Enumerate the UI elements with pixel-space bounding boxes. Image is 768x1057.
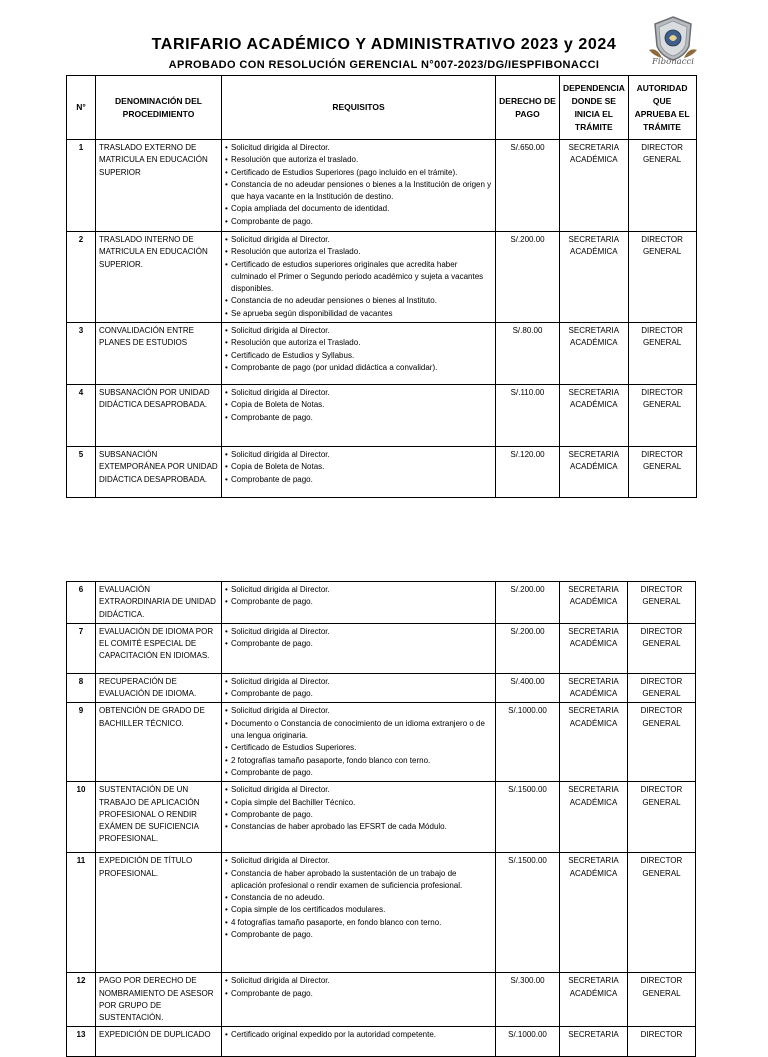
requirement-item: • Comprobante de pago. bbox=[225, 596, 492, 608]
row-number: 12 bbox=[67, 973, 96, 1027]
fee-amount: S/.110.00 bbox=[496, 385, 560, 447]
requirements-list bbox=[225, 855, 492, 941]
row-number: 13 bbox=[67, 1027, 96, 1057]
requirement-item: • Solicitud dirigida al Director. bbox=[225, 584, 492, 596]
requirement-item: • Se aprueba según disponibilidad de vacantes bbox=[225, 308, 492, 320]
dependency-office: SECRETARIA bbox=[560, 1027, 628, 1057]
tarifario-table-part-2 bbox=[66, 581, 696, 1057]
requirements-list bbox=[225, 705, 492, 779]
approving-authority: DIRECTOR GENERAL bbox=[628, 447, 696, 498]
dependency-office: SECRETARIA ACADÉMICA bbox=[560, 853, 628, 973]
requirement-item: • Solicitud dirigida al Director. bbox=[225, 784, 492, 796]
approving-authority: DIRECTOR GENERAL bbox=[628, 232, 696, 323]
requirement-item: • Solicitud dirigida al Director. bbox=[225, 449, 492, 461]
procedure-name: SUBSANACIÓN EXTEMPORÁNEA POR UNIDAD DIDÁCTICA DESAPROBADA. bbox=[96, 447, 222, 498]
dependency-office: SECRETARIA ACADÉMICA bbox=[560, 973, 628, 1027]
logo-text: Fibonacci bbox=[652, 57, 694, 67]
requirements-cell bbox=[222, 140, 496, 232]
dependency-office: SECRETARIA ACADÉMICA bbox=[560, 447, 629, 498]
fee-amount: S/.120.00 bbox=[496, 447, 560, 498]
column-header-derecho: DERECHO DE PAGO bbox=[496, 76, 560, 140]
dependency-office: SECRETARIA ACADÉMICA bbox=[560, 782, 628, 853]
approving-authority: DIRECTOR GENERAL bbox=[628, 973, 696, 1027]
table-row bbox=[67, 447, 697, 498]
tarifario-table-part-1 bbox=[66, 75, 697, 498]
fee-amount: S/.200.00 bbox=[496, 232, 560, 323]
fee-amount: S/.1000.00 bbox=[496, 1027, 560, 1057]
requirements-cell bbox=[222, 232, 496, 323]
column-header-dependencia: DEPENDENCIA DONDE SE INICIA EL TRÁMITE bbox=[560, 76, 629, 140]
approving-authority: DIRECTOR GENERAL bbox=[628, 323, 696, 385]
procedure-name: EXPEDICIÓN DE TÍTULO PROFESIONAL. bbox=[96, 853, 222, 973]
requirement-item: • Constancia de no adeudar pensiones o bienes al Instituto. bbox=[225, 295, 492, 307]
approving-authority: DIRECTOR GENERAL bbox=[628, 782, 696, 853]
approving-authority: DIRECTOR GENERAL bbox=[628, 385, 696, 447]
requirements-list bbox=[225, 975, 492, 1000]
row-number: 1 bbox=[67, 140, 96, 232]
fee-amount: S/.1000.00 bbox=[496, 703, 560, 782]
requirements-cell bbox=[222, 323, 496, 385]
procedure-name: SUBSANACIÓN POR UNIDAD DIDÁCTICA DESAPROBADA. bbox=[96, 385, 222, 447]
requirements-list bbox=[225, 449, 492, 486]
requirement-item: • Certificado original expedido por la autoridad competente. bbox=[225, 1029, 492, 1041]
requirement-item: • Comprobante de pago. bbox=[225, 412, 492, 424]
row-number: 6 bbox=[67, 582, 96, 624]
table-row bbox=[67, 623, 696, 673]
dependency-office: SECRETARIA ACADÉMICA bbox=[560, 323, 629, 385]
requirements-list bbox=[225, 584, 492, 609]
requirement-item: • Constancia de no adeudo. bbox=[225, 892, 492, 904]
approving-authority: DIRECTOR GENERAL bbox=[628, 582, 696, 624]
requirement-item: • Constancias de haber aprobado las EFSRT de cada Módulo. bbox=[225, 821, 492, 833]
requirements-list bbox=[225, 676, 492, 701]
approving-authority: DIRECTOR GENERAL bbox=[628, 853, 696, 973]
requirements-cell bbox=[222, 623, 496, 673]
procedure-name: EVALUACIÓN DE IDIOMA POR EL COMITÉ ESPECIAL DE CAPACITACIÓN EN IDIOMAS. bbox=[96, 623, 222, 673]
procedure-name: PAGO POR DERECHO DE NOMBRAMIENTO DE ASESOR POR GRUPO DE SUSTENTACIÓN. bbox=[96, 973, 222, 1027]
requirement-item: • Comprobante de pago. bbox=[225, 929, 492, 941]
procedure-name: OBTENCIÓN DE GRADO DE BACHILLER TÉCNICO. bbox=[96, 703, 222, 782]
dependency-office: SECRETARIA ACADÉMICA bbox=[560, 385, 629, 447]
approving-authority: DIRECTOR GENERAL bbox=[628, 703, 696, 782]
table-row bbox=[67, 582, 696, 624]
procedure-name: RECUPERACIÓN DE EVALUACIÓN DE IDIOMA. bbox=[96, 673, 222, 703]
procedure-name: EVALUACIÓN EXTRAORDINARIA DE UNIDAD DIDÁCTICA. bbox=[96, 582, 222, 624]
procedure-name: SUSTENTACIÓN DE UN TRABAJO DE APLICACIÓN PROFESIONAL O RENDIR EXÁMEN DE SUFICIENCIA PROFESIONAL. bbox=[96, 782, 222, 853]
dependency-office: SECRETARIA ACADÉMICA bbox=[560, 582, 628, 624]
requirement-item: • Constancia de haber aprobado la sustentación de un trabajo de aplicación profesional o rendir examen de suficiencia profesional. bbox=[225, 868, 492, 893]
procedure-name: TRASLADO EXTERNO DE MATRICULA EN EDUCACIÓN SUPERIOR bbox=[96, 140, 222, 232]
table-row bbox=[67, 323, 697, 385]
column-header-requisitos: REQUISITOS bbox=[222, 76, 496, 140]
requirement-item: • Comprobante de pago. bbox=[225, 988, 492, 1000]
approving-authority: DIRECTOR GENERAL bbox=[628, 623, 696, 673]
table-row bbox=[67, 973, 696, 1027]
table-row bbox=[67, 140, 697, 232]
requirement-item: • 2 fotografías tamaño pasaporte, fondo blanco con terno. bbox=[225, 755, 492, 767]
table-row bbox=[67, 853, 696, 973]
fee-amount: S/.650.00 bbox=[496, 140, 560, 232]
requirement-item: • Comprobante de pago (por unidad didáctica a convalidar). bbox=[225, 362, 492, 374]
requirement-item: • Solicitud dirigida al Director. bbox=[225, 676, 492, 688]
procedure-name: EXPEDICIÓN DE DUPLICADO bbox=[96, 1027, 222, 1057]
fee-amount: S/.200.00 bbox=[496, 582, 560, 624]
row-number: 9 bbox=[67, 703, 96, 782]
dependency-office: SECRETARIA ACADÉMICA bbox=[560, 703, 628, 782]
procedure-name: TRASLADO INTERNO DE MATRICULA EN EDUCACIÓN SUPERIOR. bbox=[96, 232, 222, 323]
dependency-office: SECRETARIA ACADÉMICA bbox=[560, 232, 629, 323]
approving-authority: DIRECTOR GENERAL bbox=[628, 673, 696, 703]
requirements-cell bbox=[222, 703, 496, 782]
dependency-office: SECRETARIA ACADÉMICA bbox=[560, 623, 628, 673]
table-row bbox=[67, 782, 696, 853]
requirements-cell bbox=[222, 673, 496, 703]
requirements-cell bbox=[222, 782, 496, 853]
dependency-office: SECRETARIA ACADÉMICA bbox=[560, 140, 629, 232]
requirement-item: • Copia de Boleta de Notas. bbox=[225, 461, 492, 473]
requirement-item: • Solicitud dirigida al Director. bbox=[225, 387, 492, 399]
requirement-item: • Solicitud dirigida al Director. bbox=[225, 142, 492, 154]
requirement-item: • Certificado de Estudios Superiores. bbox=[225, 742, 492, 754]
requirement-item: • Comprobante de pago. bbox=[225, 474, 492, 486]
requirements-list bbox=[225, 784, 492, 833]
fee-amount: S/.80.00 bbox=[496, 323, 560, 385]
column-header-autoridad: AUTORIDAD QUE APRUEBA EL TRÁMITE bbox=[628, 76, 696, 140]
requirements-list bbox=[225, 234, 492, 320]
requirement-item: • Comprobante de pago. bbox=[225, 638, 492, 650]
requirement-item: • Comprobante de pago. bbox=[225, 688, 492, 700]
requirements-list bbox=[225, 626, 492, 651]
row-number: 10 bbox=[67, 782, 96, 853]
requirement-item: • Solicitud dirigida al Director. bbox=[225, 234, 492, 246]
requirements-cell bbox=[222, 973, 496, 1027]
row-number: 3 bbox=[67, 323, 96, 385]
approving-authority: DIRECTOR bbox=[628, 1027, 696, 1057]
requirement-item: • Comprobante de pago. bbox=[225, 767, 492, 779]
dependency-office: SECRETARIA ACADÉMICA bbox=[560, 673, 628, 703]
requirement-item: • Resolución que autoriza el Traslado. bbox=[225, 337, 492, 349]
requirements-cell bbox=[222, 853, 496, 973]
table-row bbox=[67, 232, 697, 323]
requirements-list bbox=[225, 1029, 492, 1041]
row-number: 7 bbox=[67, 623, 96, 673]
page-subtitle: APROBADO CON RESOLUCIÓN GERENCIAL N°007-2023/DG/IESPFIBONACCI bbox=[168, 59, 600, 71]
requirement-item: • Solicitud dirigida al Director. bbox=[225, 325, 492, 337]
requirement-item: • Certificado de Estudios Superiores (pago incluido en el trámite). bbox=[225, 167, 492, 179]
row-number: 11 bbox=[67, 853, 96, 973]
requirement-item: • Comprobante de pago. bbox=[225, 809, 492, 821]
table-row bbox=[67, 703, 696, 782]
fee-amount: S/.1500.00 bbox=[496, 782, 560, 853]
requirement-item: • Constancia de no adeudar pensiones o bienes a la Institución de origen y que haya vacante en la Institución de destino. bbox=[225, 179, 492, 204]
requirements-list bbox=[225, 325, 492, 374]
requirements-cell bbox=[222, 447, 496, 498]
requirements-list bbox=[225, 142, 492, 228]
page-title: TARIFARIO ACADÉMICO Y ADMINISTRATIVO 2023 y 2024 bbox=[151, 36, 617, 53]
requirements-cell bbox=[222, 1027, 496, 1057]
requirement-item: • Copia de Boleta de Notas. bbox=[225, 399, 492, 411]
requirement-item: • 4 fotografías tamaño pasaporte, en fondo blanco con terno. bbox=[225, 917, 492, 929]
requirement-item: • Certificado de estudios superiores originales que acredita haber culminado el Primer o Segundo periodo académico y sujeta a vacantes disponibles. bbox=[225, 259, 492, 296]
table-row bbox=[67, 1027, 696, 1057]
requirement-item: • Resolución que autoriza el traslado. bbox=[225, 154, 492, 166]
table-row bbox=[67, 673, 696, 703]
requirement-item: • Documento o Constancia de conocimiento de un idioma extranjero o de una lengua originaria. bbox=[225, 718, 492, 743]
requirement-item: • Solicitud dirigida al Director. bbox=[225, 705, 492, 717]
row-number: 2 bbox=[67, 232, 96, 323]
fee-amount: S/.1500.00 bbox=[496, 853, 560, 973]
requirement-item: • Copia simple del Bachiller Técnico. bbox=[225, 797, 492, 809]
fee-amount: S/.400.00 bbox=[496, 673, 560, 703]
fee-amount: S/.300.00 bbox=[496, 973, 560, 1027]
requirement-item: • Resolución que autoriza el Traslado. bbox=[225, 246, 492, 258]
column-header-num: N° bbox=[67, 76, 96, 140]
row-number: 8 bbox=[67, 673, 96, 703]
requirements-cell bbox=[222, 582, 496, 624]
requirement-item: • Solicitud dirigida al Director. bbox=[225, 975, 492, 987]
approving-authority: DIRECTOR GENERAL bbox=[628, 140, 696, 232]
column-header-denominacion: DENOMINACIÓN DEL PROCEDIMIENTO bbox=[96, 76, 222, 140]
requirement-item: • Copia simple de los certificados modulares. bbox=[225, 904, 492, 916]
row-number: 5 bbox=[67, 447, 96, 498]
fee-amount: S/.200.00 bbox=[496, 623, 560, 673]
table-row bbox=[67, 385, 697, 447]
requirement-item: • Solicitud dirigida al Director. bbox=[225, 626, 492, 638]
requirement-item: • Solicitud dirigida al Director. bbox=[225, 855, 492, 867]
requirements-cell bbox=[222, 385, 496, 447]
procedure-name: CONVALIDACIÓN ENTRE PLANES DE ESTUDIOS bbox=[96, 323, 222, 385]
row-number: 4 bbox=[67, 385, 96, 447]
requirement-item: • Copia ampliada del documento de identidad. bbox=[225, 203, 492, 215]
requirement-item: • Certificado de Estudios y Syllabus. bbox=[225, 350, 492, 362]
requirements-list bbox=[225, 387, 492, 424]
requirement-item: • Comprobante de pago. bbox=[225, 216, 492, 228]
